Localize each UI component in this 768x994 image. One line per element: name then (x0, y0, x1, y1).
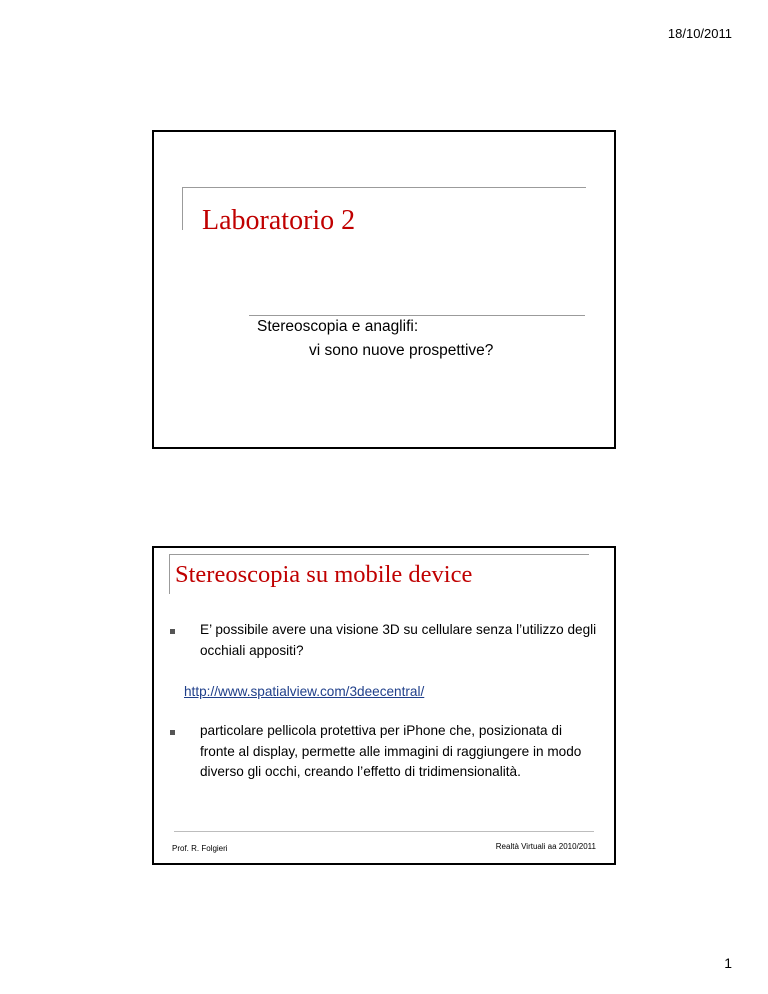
footer-rule (174, 831, 594, 832)
title-rule-vertical (182, 187, 183, 230)
subtitle-rule (249, 315, 585, 316)
title-rule-vertical (169, 554, 170, 594)
slide-1 (152, 130, 616, 449)
slide-1-title: Laboratorio 2 (202, 205, 356, 236)
slide-1-subtitle-line-1: Stereoscopia e anaglifi: (257, 318, 419, 335)
title-rule (169, 554, 589, 555)
bullet-square-icon (170, 629, 175, 634)
print-date: 18/10/2011 (667, 26, 732, 41)
slide-2 (152, 546, 616, 865)
footer-author: Prof. R. Folgieri (172, 844, 228, 853)
bullet-text: particolare pellicola protettiva per iPhone che, posizionata di fronte al display, permette alle immagini di raggiungere in modo diverso gli occhi, creando l’effetto di tridimensionalità. (200, 723, 582, 779)
slide-1-subtitle-line-2: vi sono nuove prospettive? (309, 342, 494, 359)
title-rule (182, 187, 586, 188)
spatialview-link[interactable]: http://www.spatialview.com/3deecentral/ (184, 684, 425, 699)
slide-2-title: Stereoscopia su mobile device (175, 561, 473, 588)
page-number: 1 (724, 955, 732, 971)
bullet-text: E’ possibile avere una visione 3D su cellulare senza l’utilizzo degli occhiali appositi? (200, 622, 597, 658)
bullet-square-icon (170, 730, 175, 735)
footer-course: Realtà Virtuali aa 2010/2011 (495, 842, 596, 851)
